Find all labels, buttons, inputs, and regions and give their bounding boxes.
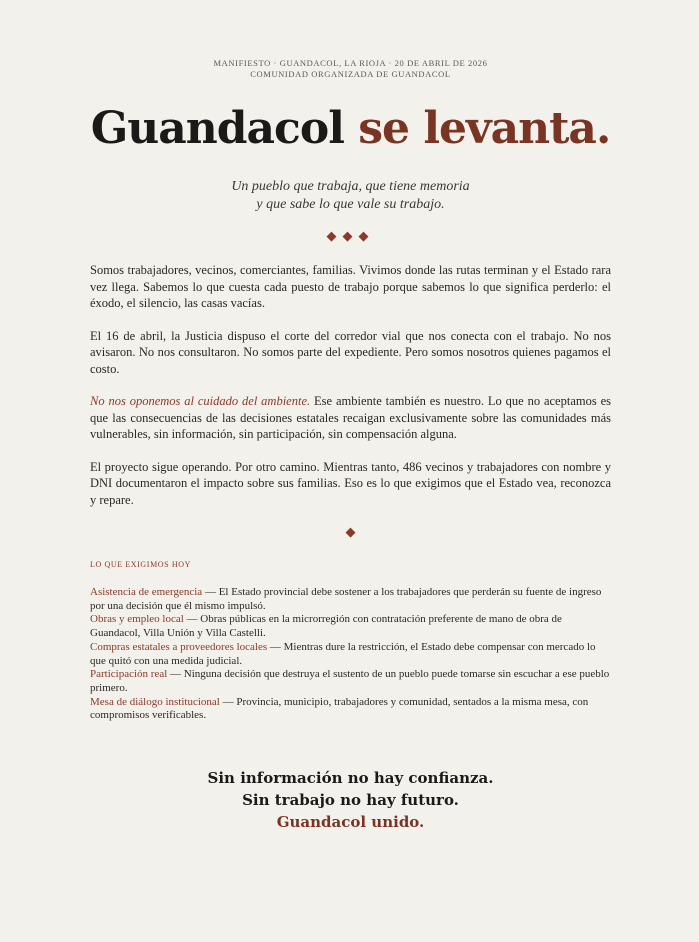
paragraph-3-text: Ese ambiente también es nuestro. Lo que no aceptamos es que las consecuencias de las decisiones estatales recaigan exclusivamente sobre las comunidades más vulnerables, sin información, sin participación, sin compensación alguna.	[90, 394, 611, 441]
demand-label: Obras y empleo local	[90, 613, 184, 626]
demand-label: Asistencia de emergencia	[90, 586, 203, 598]
paragraph-2: El 16 de abril, la Justicia dispuso el corte del corredor vial que nos conecta con el trabajo. No nos avisaron. No nos consultaron. No somos parte del expediente. Pero somos nosotros quienes pagamos el costo.	[90, 328, 611, 376]
header-organization: COMUNIDAD ORGANIZADA DE GUANDACOL	[250, 69, 451, 79]
demand-item	[90, 668, 611, 695]
diamond-divider-icon: ◆	[345, 524, 356, 539]
demands-list	[90, 586, 611, 723]
header-dateline: MANIFIESTO · GUANDACOL, LA RIOJA · 20 DE ABRIL DE 2026	[213, 58, 488, 68]
subtitle-line-2: y que sabe lo que vale su trabajo.	[256, 197, 445, 212]
demand-text: — Mientras dure la restricción, el Estado debe compensar con mercado lo que quitó con una medida judicial.	[90, 640, 596, 667]
demand-item	[90, 586, 611, 613]
demand-label: Mesa de diálogo institucional	[90, 695, 220, 708]
title-accent: se levanta.	[358, 103, 611, 154]
subtitle-line-1: Un pueblo que trabaja, que tiene memoria	[231, 179, 470, 194]
diamond-ornament-icon: ◆◆◆	[326, 228, 375, 243]
demand-text: — El Estado provincial debe sostener a los trabajadores que perderán su fuente de ingreso por una decisión que él mismo impulsó.	[90, 586, 602, 612]
paragraph-1: Somos trabajadores, vecinos, comerciantes, familias. Vivimos donde las rutas terminan y el Estado rara vez llega. Sabemos lo que cuesta cada puesto de trabajo porque sabemos lo que significa perderlo: el éxodo, el silencio, las casas vacías.	[90, 263, 611, 310]
closing-line-3: Guandacol unido.	[276, 813, 425, 832]
demands-section-label: LO QUE EXIGIMOS HOY	[90, 560, 191, 569]
demand-item	[90, 613, 611, 640]
demand-text: — Provincia, municipio, trabajadores y comunidad, sentados a la misma mesa, con compromisos verificables.	[90, 695, 589, 722]
demand-label: Participación real	[90, 668, 168, 681]
manifesto-body	[90, 262, 611, 508]
demand-text: — Obras públicas en la microrregión con contratación preferente de mano de obra de Guandacol, Villa Unión y Villa Castelli.	[90, 613, 562, 640]
document-header	[90, 58, 611, 80]
paragraph-4: El proyecto sigue operando. Por otro camino. Mientras tanto, 486 vecinos y trabajadores con nombre y DNI documentaron el impacto sobre sus familias. Eso es lo que exigimos que el Estado vea, reconozca y repare.	[90, 459, 611, 507]
paragraph-3-emphasis: No nos oponemos al cuidado del ambiente.	[90, 394, 311, 408]
page-title	[90, 104, 611, 154]
demand-text: — Ninguna decisión que destruya el sustento de un pueblo puede tomarse sin escuchar a ese pueblo primero.	[90, 668, 610, 694]
closing-line-2: Sin trabajo no hay futuro.	[242, 791, 459, 810]
paragraph-3	[90, 393, 611, 443]
demand-item	[90, 641, 611, 668]
demand-item	[90, 696, 611, 723]
subtitle	[90, 178, 611, 214]
demand-label: Compras estatales a proveedores locales	[90, 640, 268, 653]
title-main: Guandacol	[90, 103, 344, 154]
closing-statement	[90, 767, 611, 833]
closing-line-1: Sin información no hay confianza.	[207, 769, 494, 788]
